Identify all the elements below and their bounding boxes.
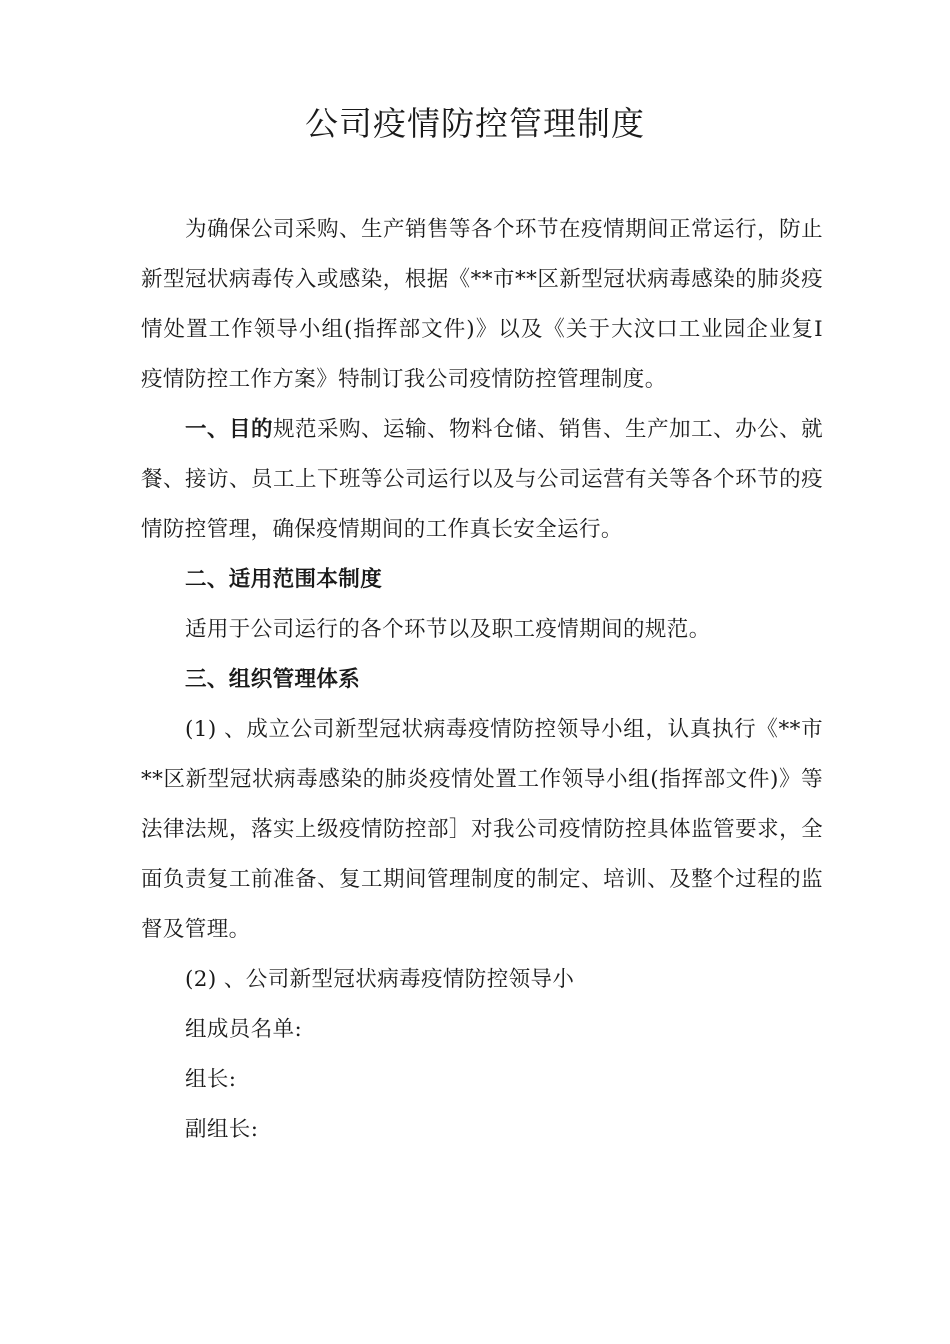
section-scope-text: 适用于公司运行的各个环节以及职工疫情期间的规范。 <box>185 617 711 642</box>
organization-item-2: (2) 、公司新型冠状病毒疫情防控领导小 <box>185 967 575 992</box>
document-body <box>141 205 823 1155</box>
section-purpose-heading: 一、目的 <box>185 417 274 442</box>
leader-label: 组长: <box>185 1067 237 1092</box>
document-title: 公司疫情防控管理制度 <box>305 104 645 143</box>
deputy-leader-label: 副组长: <box>185 1117 259 1142</box>
section-purpose-text: 规范采购、运输、物料仓储、销售、生产加工、办公、就餐、接访、员工上下班等公司运行以及与公司运营有关等各个环节的疫情防控管理，确保疫情期间的工作真长安全运行。 <box>141 417 823 542</box>
section-purpose <box>141 405 823 555</box>
section-organization-heading: 三、组织管理体系 <box>185 667 361 692</box>
intro-paragraph: 为确保公司采购、生产销售等各个环节在疫情期间正常运行，防止新型冠状病毒传入或感染，根据《**市**区新型冠状病毒感染的肺炎疫情处置工作领导小组(指挥部文件)》以及《关于大汶口工业园企业复I疫情防控工作方案》特制订我公司疫情防控管理制度。 <box>141 217 823 392</box>
organization-item-1: (1) 、成立公司新型冠状病毒疫情防控领导小组，认真执行《**市**区新型冠状病毒感染的肺炎疫情处置工作领导小组(指挥部文件)》等法律法规，落实上级疫情防控部］对我公司疫情防控具体监管要求，全面负责复工前准备、复工期间管理制度的制定、培训、及整个过程的监督及管理。 <box>141 717 823 942</box>
section-scope-heading: 二、适用范围本制度 <box>185 567 383 592</box>
members-label: 组成员名单: <box>185 1017 303 1042</box>
